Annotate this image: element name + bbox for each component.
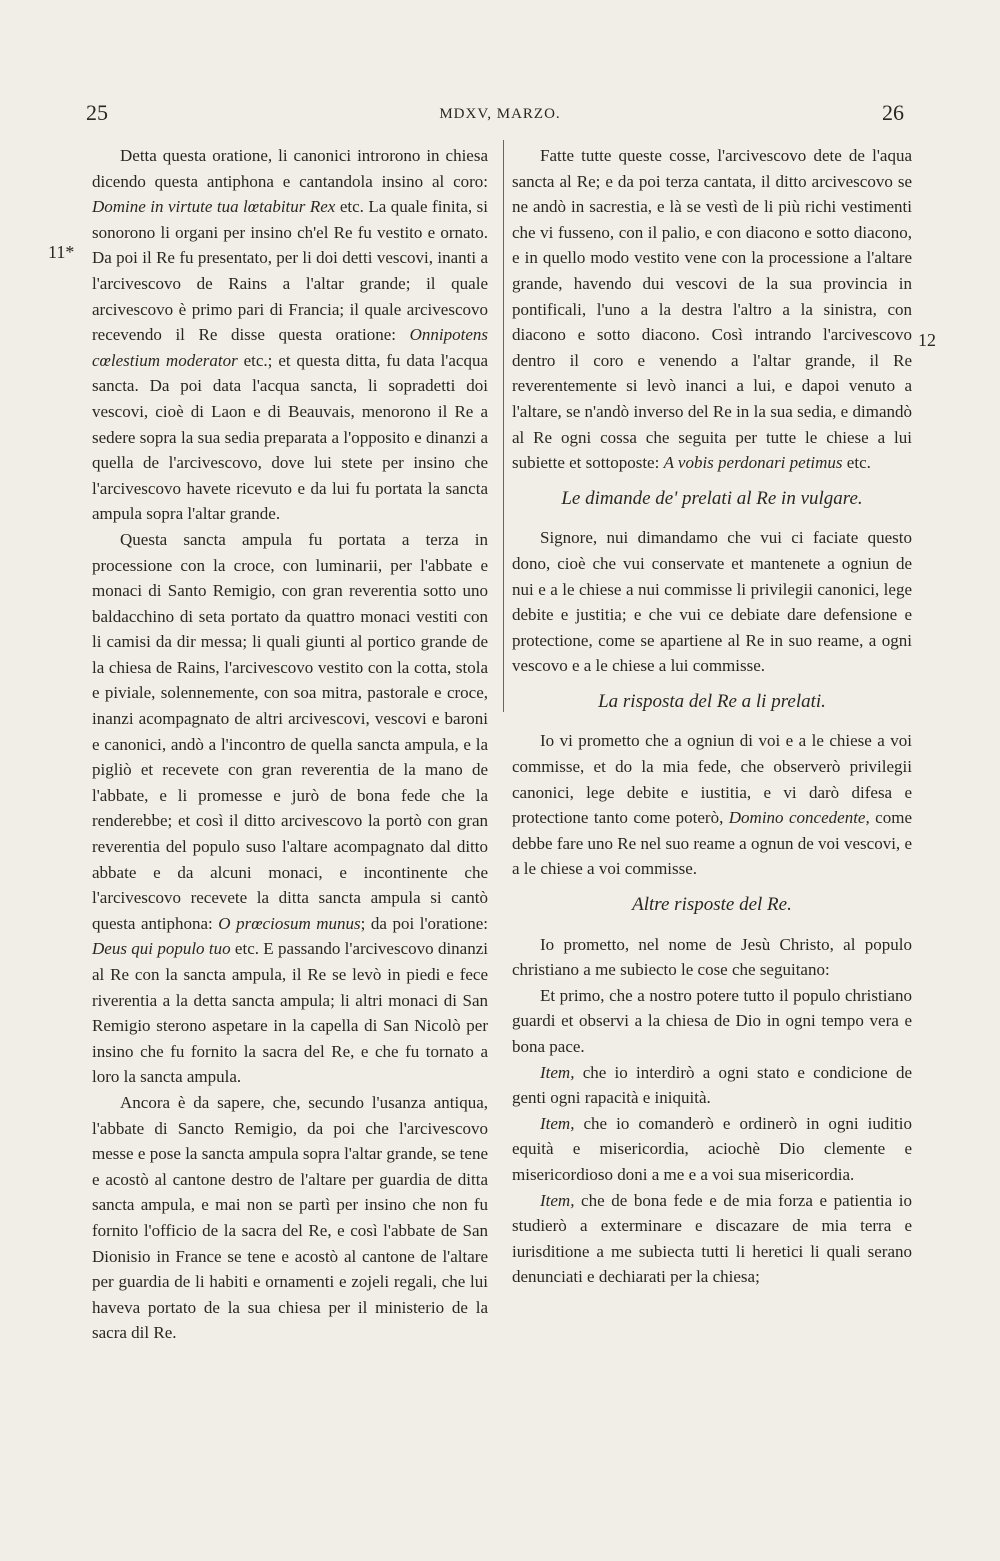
paragraph	[512, 1111, 912, 1188]
text-run: che de bona fede e de mia forza e patientia io studierò a exterminare e discazare de mia terra e iurisditione a me subiecta tutti li heretici li quali serano denunciati e dechiarati per la chiesa;	[512, 1190, 912, 1287]
latin-incipit: Deus qui populo tuo	[92, 939, 231, 959]
text-run: ; da poi l'oratione:	[360, 913, 488, 933]
paragraph	[512, 728, 912, 882]
section-heading: Le dimande de' prelati al Re in vulgare.	[561, 487, 863, 509]
item-label: Item,	[540, 1113, 575, 1133]
page-number-right: 26	[882, 100, 904, 125]
text-run: come debbe fare uno Re nel suo reame a ognun de voi vescovi, e a le chiese a voi commisse.	[512, 808, 912, 879]
latin-incipit: O prœciosum munus	[218, 913, 361, 933]
text-run: Questa sancta ampula fu portata a terza in processione con la croce, con luminarii, per l'abbate e monaci di Santo Remigio, con gran reverentia sotto uno baldacchino di seta portato da quattro monaci vestiti con li camisi da dir messa; li quali giunti al portico grande de la chiesa de Rains, l'arcivescovo vestito con la cotta, stola e piviale, solennemente, con soa mitra, pastorale e croce, inanzi acompagnato de altri arcivescovi, vescovi e baroni e canonici, andò a l'incontro de quella sancta ampula, e la pigliò et recevete con gran reverentia de la mano de l'abbate, e li promesse e jurò de bona fede che la renderebbe; et così il ditto arcivescovo la portò con gran reverentia del populo suso l'altare acompagnato dal ditto abbate e da alcuni monaci, e incontinente che l'arcivescovo recevete la ditta sancta ampula si cantò questa antiphona:	[92, 529, 488, 933]
margin-note-right: 12	[918, 330, 936, 350]
item-label: Item,	[540, 1062, 575, 1082]
text-run: etc. La quale finita, si sonorono li organi per insino ch'el Re fu vestito e ornato. Da poi il Re fu presentato, per li doi detti vescovi, inanti a l'arcivescovo de Rains a l'altar grande; il quale arcivescovo è primo pari di Francia; il quale arcivescovo recevendo il Re disse questa oratione:	[92, 197, 488, 345]
paragraph: Signore, nui dimandamo che vui ci faciate questo dono, cioè che vui conservate et mantenete a ogniun de nui e a le chiese a nui commisse li privilegii canonici, lege debite e justitia; e che vui ce debiate dare defensione e protectione, come se apartiene al Re in suo reame, a ogni vescovo e a le chiese a lui commisse.	[512, 528, 912, 676]
text-run: etc.	[842, 453, 871, 473]
column-divider	[503, 140, 504, 712]
right-column	[512, 143, 912, 1290]
text-run: Detta questa oratione, li canonici introrono in chiesa dicendo questa antiphona e cantandola insino al coro:	[92, 146, 488, 191]
paragraph: Et primo, che a nostro potere tutto il populo christiano guardi et observi a la chiesa de Dio in ogni tempo vera e bona pace.	[512, 985, 912, 1056]
page-number-left: 25	[86, 100, 108, 125]
text-run: che io comanderò e ordinerò in ogni iuditio equità e misericordia, aciochè Dio clemente e misericordioso doni a me e a voi sua misericordia.	[512, 1113, 912, 1184]
text-run: Io vi prometto che a ogniun di voi e a le chiese a voi commisse, et do la mia fede, che observerò privilegii canonici, lege debite e iustitia, e vi darò difesa e protectione tanto come poterò,	[512, 731, 912, 828]
latin-incipit: A vobis perdonari petimus	[663, 453, 843, 473]
latin-incipit: Onnipotens cœlestium moderator	[92, 325, 488, 370]
latin-phrase: Domino concedente,	[728, 808, 870, 828]
paragraph	[512, 143, 912, 476]
section-heading: La risposta del Re a li prelati.	[598, 690, 826, 712]
text-run: etc.; et questa ditta, fu data l'acqua sancta. Da poi data l'acqua sancta, li sopradetti doi vescovi, cioè di Laon e di Beauvais, menorono il Re a sedere sopra la sua sedia preparata a l'opposito e dinanzi a quella de l'arcivescovo, dove lui stete per insino che l'arcivescovo havete ricevuto e da lui fu portata la sancta ampula sopra l'altar grande.	[92, 350, 488, 524]
page-header	[0, 100, 1000, 130]
left-column	[92, 143, 488, 1346]
latin-incipit: Domine in virtute tua lœtabitur Rex	[92, 197, 336, 217]
text-run: Fatte tutte queste cosse, l'arcivescovo dete de l'aqua sancta al Re; e da poi terza cantata, il ditto arcivescovo se ne andò in sacrestia, e là se vestì de li più richi vestimenti che vi fusseno, con il palio, e con diacono e sotto diacono, e in quello modo vestito vene con la processione a l'altare grande, havendo dui vescovi de la sua provincia in pontificali, l'uno a la destra l'altro a la sinistra, con diacono e sotto diacono. Così intrando l'arcivescovo dentro il coro e venendo a l'altar grande, il Re reverentemente si levò inanci a lui, e dapoi venuto a l'altare, se n'andò inverso del Re in la sua sedia, e dimandò al Re ogni cossa che seguita per tutte le chiese a lui subiette et sottoposte:	[512, 146, 912, 473]
text-run: che io interdirò a ogni stato e condicione de genti ogni rapacità e iniquità.	[512, 1062, 912, 1108]
item-label: Item,	[540, 1190, 575, 1210]
paragraph: Io prometto, nel nome de Jesù Christo, al populo christiano a me subiecto le cose che seguitano:	[512, 934, 912, 980]
paragraph	[512, 1060, 912, 1111]
text-run: etc. E passando l'arcivescovo dinanzi al Re con la sancta ampula, il Re se levò in piedi e fece riverentia a la detta sancta ampula; li altri monaci di San Remigio sterono aspetare in la capella di San Nicolò per insino che fu fornito la sacra del Re, e che fu tornato a loro la sancta ampula.	[92, 939, 488, 1087]
paragraph	[512, 1188, 912, 1290]
paragraph	[92, 143, 488, 527]
paragraph	[92, 527, 488, 1090]
paragraph: Ancora è da sapere, che, secundo l'usanza antiqua, l'abbate di Sancto Remigio, da poi che l'arcivescovo messe e pose la sancta ampula sopra l'altar grande, se tene e acostò al cantone destro de l'altare per guardia de ditta sancta ampula, e mai non se partì per insino che non fu fornito l'officio de la sacra del Re, e così l'abbate de San Dionisio in France se tene e acostò al cantone de l'altare per guardia de li habiti e ornamenti e zojeli regali, che lui haveva portato de la sua chiesa per il ministerio de la sacra dil Re.	[92, 1092, 488, 1343]
running-title: MDXV, MARZO.	[439, 106, 561, 122]
section-heading: Altre risposte del Re.	[632, 894, 792, 916]
margin-note-left: 11*	[48, 242, 75, 262]
